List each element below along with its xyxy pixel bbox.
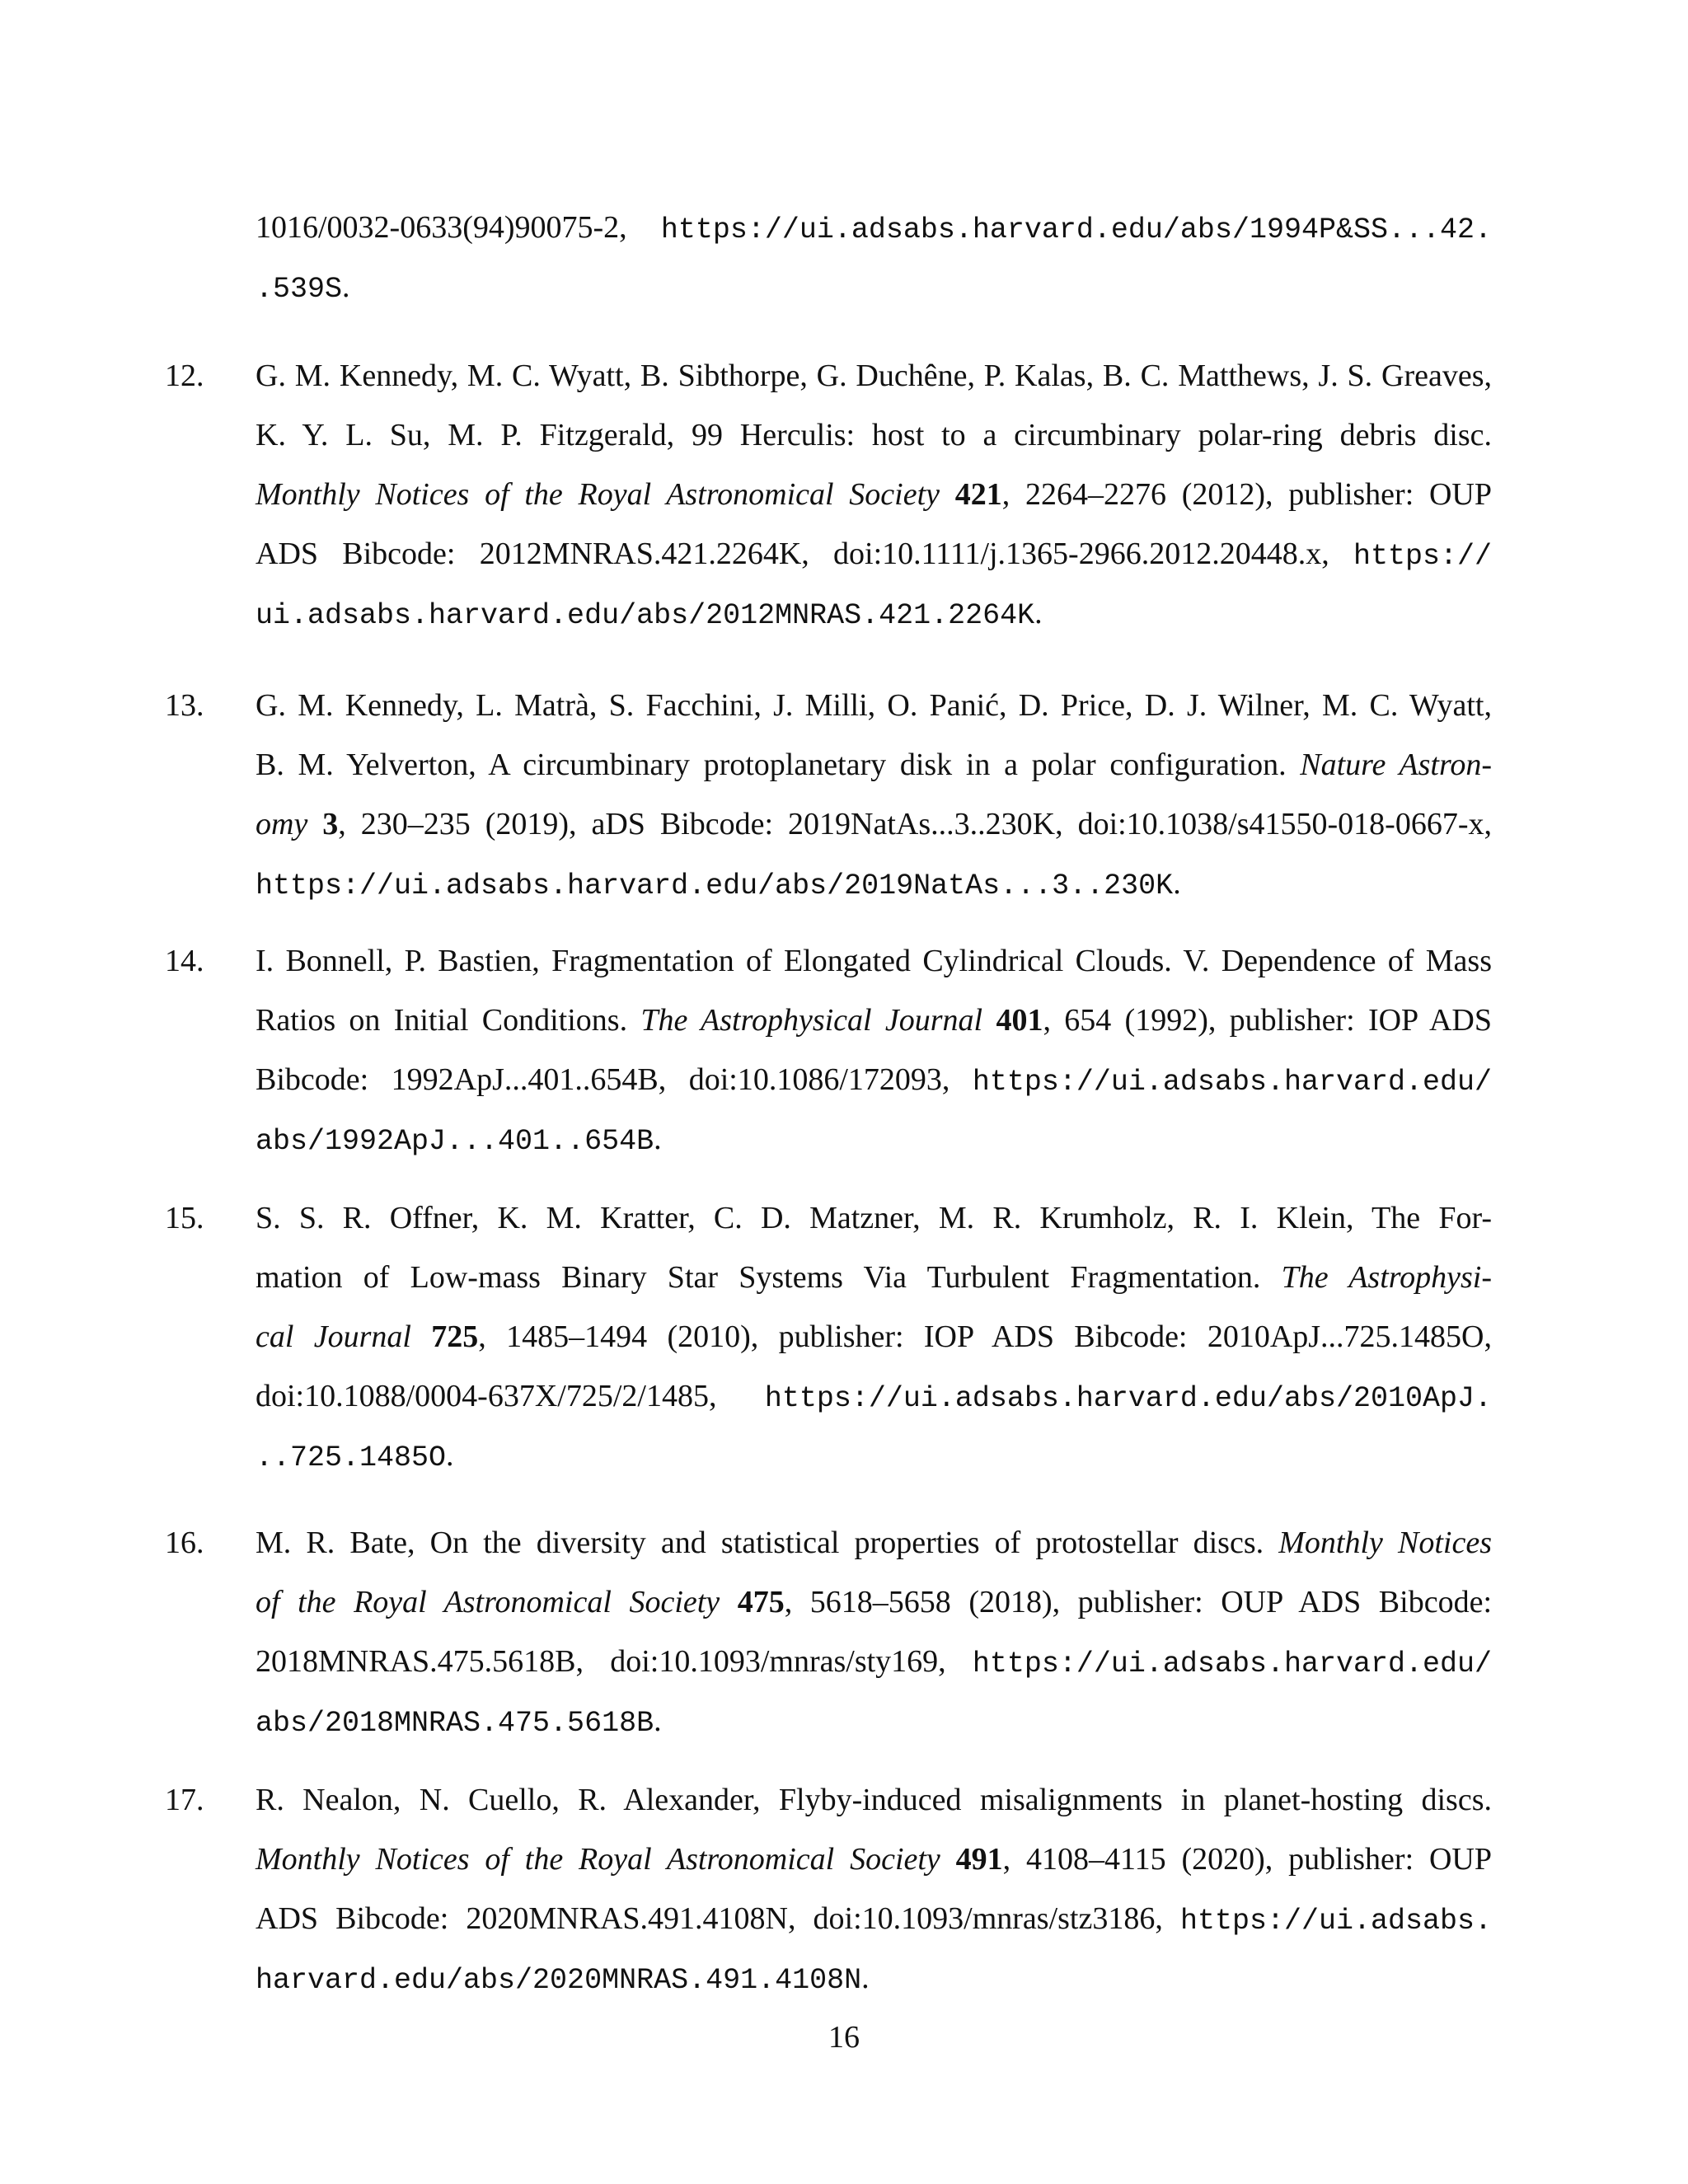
reference-text: ADS Bibcode: 2020MNRAS.491.4108N, doi:10.1093/mnras/stz3186, bbox=[256, 1901, 1180, 1936]
reference-url[interactable]: https://ui.adsabs.harvard.edu/ bbox=[972, 1647, 1492, 1680]
reference-text: . bbox=[654, 1704, 662, 1738]
reference-text: G. M. Kennedy, M. C. Wyatt, B. Sibthorpe, G. Duchêne, P. Kalas, B. C. Matthews, J. S. Greaves, bbox=[256, 359, 1492, 393]
reference-text: . bbox=[654, 1122, 662, 1156]
reference-number: 14. bbox=[165, 944, 204, 978]
reference-line bbox=[256, 346, 1492, 405]
reference-text bbox=[307, 807, 322, 841]
reference-journal-title: omy bbox=[256, 807, 308, 841]
reference-line bbox=[256, 465, 1492, 524]
reference-journal-title: of the Royal Astronomical Society bbox=[256, 1585, 720, 1619]
reference-line bbox=[256, 1248, 1492, 1307]
reference-line bbox=[256, 794, 1492, 854]
reference-url[interactable]: ..725.1485O bbox=[256, 1441, 447, 1474]
reference-url[interactable]: ui.adsabs.harvard.edu/abs/2012MNRAS.421.2264K bbox=[256, 599, 1035, 632]
reference-url[interactable]: .539S bbox=[256, 273, 343, 306]
reference-line bbox=[256, 1366, 1492, 1426]
reference-line bbox=[256, 1513, 1492, 1572]
reference-volume: 725 bbox=[431, 1319, 479, 1354]
reference-number: 16. bbox=[165, 1526, 204, 1560]
reference-text: R. Nealon, N. Cuello, R. Alexander, Flyby-induced misalignments in planet-hosting discs. bbox=[256, 1783, 1492, 1817]
reference-text: , 654 (1992), publisher: IOP ADS bbox=[1043, 1003, 1492, 1038]
reference-text: G. M. Kennedy, L. Matrà, S. Facchini, J. Milli, O. Panić, D. Price, D. J. Wilner, M. C. Wyatt, bbox=[256, 688, 1492, 723]
reference-text: . bbox=[1034, 596, 1043, 630]
reference-line bbox=[256, 198, 1492, 257]
reference-line bbox=[256, 735, 1492, 794]
reference-url[interactable]: harvard.edu/abs/2020MNRAS.491.4108N bbox=[256, 1964, 862, 1997]
reference-line bbox=[256, 1050, 1492, 1109]
reference-line bbox=[256, 1572, 1492, 1632]
reference-line bbox=[256, 991, 1492, 1050]
reference-line bbox=[256, 257, 1492, 316]
reference-line bbox=[256, 1426, 1492, 1485]
reference-volume: 475 bbox=[737, 1585, 785, 1619]
reference-line bbox=[256, 524, 1492, 583]
reference-number: 13. bbox=[165, 688, 204, 723]
reference-text: . bbox=[446, 1438, 454, 1473]
reference-number: 15. bbox=[165, 1201, 204, 1235]
reference-url[interactable]: https://ui.adsabs.harvard.edu/abs/2010ApJ. bbox=[764, 1382, 1492, 1415]
reference-line bbox=[256, 676, 1492, 735]
reference-number: 17. bbox=[165, 1783, 204, 1817]
reference-line bbox=[256, 1188, 1492, 1248]
reference-text: , 230–235 (2019), aDS Bibcode: 2019NatAs...3..230K, doi:10.1038/s41550-018-0667-x, bbox=[338, 807, 1492, 841]
reference-volume: 3 bbox=[322, 807, 339, 841]
reference-line bbox=[256, 854, 1492, 913]
reference-text: . bbox=[861, 1961, 870, 1995]
reference-journal-title: The Astrophysi- bbox=[1281, 1260, 1492, 1295]
reference-url[interactable]: abs/2018MNRAS.475.5618B bbox=[256, 1707, 654, 1740]
reference-text: Ratios on Initial Conditions. bbox=[256, 1003, 641, 1038]
reference-line bbox=[256, 1632, 1492, 1691]
reference-line bbox=[256, 1889, 1492, 1948]
reference-line bbox=[256, 1948, 1492, 2008]
reference-text: Bibcode: 1992ApJ...401..654B, doi:10.1086/172093, bbox=[256, 1062, 973, 1097]
reference-text bbox=[940, 477, 955, 512]
reference-text: mation of Low-mass Binary Star Systems Via Turbulent Fragmentation. bbox=[256, 1260, 1282, 1295]
reference-journal-title: Monthly Notices of the Royal Astronomical Society bbox=[256, 477, 940, 512]
reference-text: , 4108–4115 (2020), publisher: OUP bbox=[1002, 1842, 1493, 1877]
reference-url[interactable]: https://ui.adsabs. bbox=[1179, 1905, 1492, 1938]
reference-url[interactable]: https:// bbox=[1353, 540, 1492, 573]
reference-line bbox=[256, 931, 1492, 991]
reference-journal-title: Nature Astron- bbox=[1300, 748, 1492, 782]
reference-url[interactable]: https://ui.adsabs.harvard.edu/abs/2019NatAs...3..230K bbox=[256, 869, 1174, 902]
reference-text bbox=[940, 1842, 956, 1877]
reference-text: , 2264–2276 (2012), publisher: OUP bbox=[1001, 477, 1493, 512]
reference-url[interactable]: https://ui.adsabs.harvard.edu/ bbox=[972, 1066, 1492, 1099]
reference-line bbox=[256, 583, 1492, 643]
reference-line bbox=[256, 1109, 1492, 1169]
reference-volume: 401 bbox=[996, 1003, 1043, 1038]
reference-text: 1016/0032-0633(94)90075-2, bbox=[256, 210, 661, 245]
reference-text bbox=[411, 1319, 431, 1354]
reference-volume: 491 bbox=[955, 1842, 1003, 1877]
page-number: 16 bbox=[828, 2020, 860, 2055]
reference-text: M. R. Bate, On the diversity and statistical properties of protostellar discs. bbox=[256, 1526, 1279, 1560]
reference-text: 2018MNRAS.475.5618B, doi:10.1093/mnras/sty169, bbox=[256, 1644, 973, 1679]
reference-line bbox=[256, 1830, 1492, 1889]
reference-journal-title: The Astrophysical Journal bbox=[640, 1003, 983, 1038]
reference-url[interactable]: abs/1992ApJ...401..654B bbox=[256, 1125, 654, 1158]
reference-text: doi:10.1088/0004-637X/725/2/1485, bbox=[256, 1379, 765, 1413]
reference-text bbox=[982, 1003, 996, 1038]
reference-journal-title: cal Journal bbox=[256, 1319, 411, 1354]
reference-line bbox=[256, 405, 1492, 465]
reference-number: 12. bbox=[165, 359, 204, 393]
reference-text: S. S. R. Offner, K. M. Kratter, C. D. Matzner, M. R. Krumholz, R. I. Klein, The For- bbox=[256, 1201, 1492, 1235]
reference-journal-title: Monthly Notices bbox=[1278, 1526, 1492, 1560]
reference-text: ADS Bibcode: 2012MNRAS.421.2264K, doi:10.1111/j.1365-2966.2012.20448.x, bbox=[256, 537, 1353, 571]
reference-text: B. M. Yelverton, A circumbinary protoplanetary disk in a polar configuration. bbox=[256, 748, 1301, 782]
reference-url[interactable]: https://ui.adsabs.harvard.edu/abs/1994P&SS...42. bbox=[660, 213, 1492, 246]
reference-text: , 5618–5658 (2018), publisher: OUP ADS Bibcode: bbox=[784, 1585, 1493, 1619]
reference-line bbox=[256, 1691, 1492, 1750]
reference-text: K. Y. L. Su, M. P. Fitzgerald, 99 Herculis: host to a circumbinary polar-ring debris disc. bbox=[256, 418, 1492, 452]
reference-journal-title: Monthly Notices of the Royal Astronomical Society bbox=[256, 1842, 940, 1877]
reference-text bbox=[720, 1585, 738, 1619]
reference-volume: 421 bbox=[954, 477, 1002, 512]
reference-text: I. Bonnell, P. Bastien, Fragmentation of Elongated Cylindrical Clouds. V. Dependence of Mass bbox=[256, 944, 1492, 978]
reference-line bbox=[256, 1307, 1492, 1366]
reference-text: . bbox=[342, 269, 350, 304]
reference-line bbox=[256, 1770, 1492, 1830]
reference-text: , 1485–1494 (2010), publisher: IOP ADS Bibcode: 2010ApJ...725.1485O, bbox=[478, 1319, 1492, 1354]
reference-text: . bbox=[1173, 866, 1181, 901]
